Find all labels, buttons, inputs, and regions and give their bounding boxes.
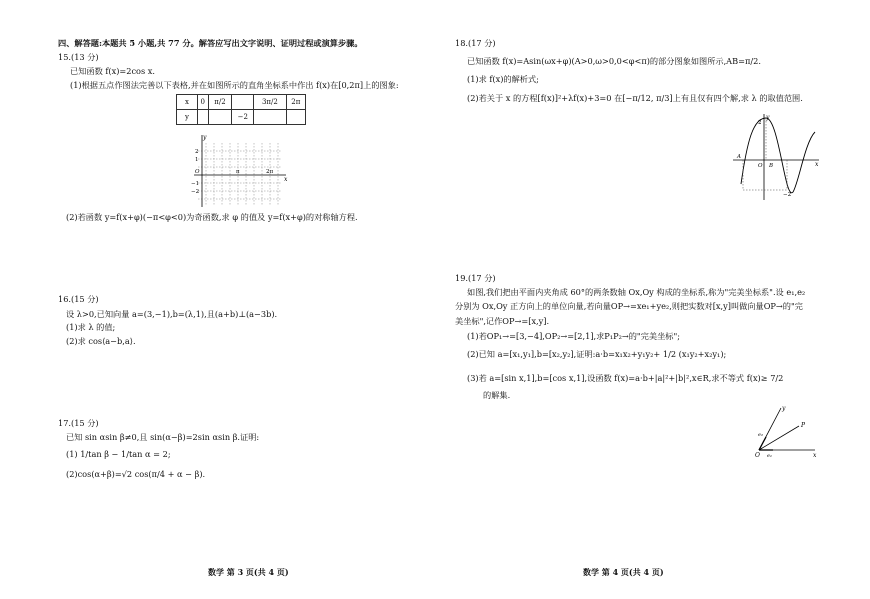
table-cell	[198, 110, 209, 125]
figure-x-label: x	[813, 452, 817, 459]
grid-tick: −2	[191, 189, 200, 195]
sine-graph	[733, 112, 821, 202]
figure-y-label: y	[782, 405, 786, 412]
grid-tick: −1	[191, 181, 200, 187]
grid-x-label: x	[284, 176, 288, 183]
q16-part2: (2)求 cos⟨a−b,a⟩.	[66, 336, 136, 346]
table-cell: 2π	[286, 95, 305, 110]
q15-part2: (2)若函数 y=f(x+φ)(−π<φ<0)为奇函数,求 φ 的值及 y=f(x+φ)的对称轴方程.	[66, 212, 358, 222]
q19-part1: (1)若OP₁→=[3,−4],OP₂→=[2,1],求P₁P₂→的"完美坐标";	[467, 331, 680, 341]
graph-origin: O	[758, 163, 763, 169]
q19-part3a: (3)若 a=[sin x,1],b=[cos x,1],设函数 f(x)=a·b+|a|²+|b|²,x∈R,求不等式 f(x)≥ 7/2	[467, 373, 784, 383]
figure-o-label: O	[755, 452, 760, 459]
graph-x-label: x	[815, 161, 819, 168]
q17-part2: (2)cos(α+β)=√2 cos(π/4 + α − β).	[66, 469, 206, 479]
q18-part2: (2)若关于 x 的方程[f(x)]²+λf(x)+3=0 在[−π/12, π/3]上有且仅有四个解,求 λ 的取值范围.	[467, 93, 803, 103]
table-cell	[232, 95, 254, 110]
q19-part3b: 的解集.	[483, 390, 511, 400]
q19-line2: 分别为 Ox,Oy 正方向上的单位向量,若向量OP→=xe₁+ye₂,则把实数对[x,y]叫做向量OP→的"完	[455, 301, 803, 311]
figure-e2-label: e₂	[758, 432, 763, 438]
table-cell: 0	[198, 95, 209, 110]
q17-part1: (1) 1/tan β − 1/tan α = 2;	[66, 449, 171, 459]
q15-part1: (1)根据五点作图法完善以下表格,并在如图所示的直角坐标系中作出 f(x)在[0,2π]上的图象:	[70, 80, 399, 90]
q15-title: 15.(13 分)	[58, 52, 99, 62]
q17-given: 已知 sin αsin β≠0,且 sin(α−β)=2sin αsin β.证明:	[66, 432, 260, 442]
table-cell: y	[177, 110, 198, 125]
q19-title: 19.(17 分)	[455, 273, 496, 283]
table-row-y	[177, 110, 306, 125]
grid-tick: 1	[195, 157, 199, 163]
section-heading: 四、解答题:本题共 5 小题,共 77 分。解答应写出文字说明、证明过程或演算步骤。	[58, 38, 363, 48]
figure-e1-label: e₁	[767, 453, 772, 459]
table-cell	[254, 110, 286, 125]
graph-y-label: y	[766, 114, 770, 121]
graph-point-b: B	[769, 163, 774, 169]
q15-given: 已知函数 f(x)=2cos x.	[70, 66, 155, 76]
table-cell: x	[177, 95, 198, 110]
page-4	[435, 0, 870, 599]
table-cell	[208, 110, 232, 125]
q16-given: 设 λ>0,已知向量 a=(3,−1),b=(λ,1),且(a+b)⊥(a−3b).	[66, 309, 278, 319]
value-table	[176, 94, 306, 125]
grid-tick: O	[195, 169, 200, 175]
q17-title: 17.(15 分)	[58, 418, 99, 428]
table-cell: −2	[232, 110, 254, 125]
grid-tick: 2π	[266, 169, 274, 175]
table-cell: 3π/2	[254, 95, 286, 110]
page-footer: 数学 第 4 页(共 4 页)	[583, 567, 664, 577]
q18-given: 已知函数 f(x)=Asin(ωx+φ)(A>0,ω>0,0<φ<π)的部分图象如图所示,AB=π/2.	[467, 56, 761, 66]
q16-part1: (1)求 λ 的值;	[66, 322, 116, 332]
sine-curve	[741, 118, 815, 193]
q18-title: 18.(17 分)	[455, 38, 496, 48]
graph-bottom-label: −2	[783, 192, 792, 198]
q18-part1: (1)求 f(x)的解析式;	[467, 74, 539, 84]
table-cell: π/2	[208, 95, 232, 110]
graph-point-a: A	[737, 154, 741, 160]
q19-line3: 美坐标",记作OP→=[x,y].	[455, 316, 550, 326]
table-cell	[286, 110, 305, 125]
table-row-x	[177, 95, 306, 110]
q16-title: 16.(15 分)	[58, 294, 99, 304]
q19-part2: (2)已知 a=[x₁,y₁],b=[x₂,y₂],证明:a·b=x₁x₂+y₁y₂+ 1/2 (x₁y₂+x₂y₁);	[467, 349, 727, 359]
coordinate-grid	[190, 133, 290, 213]
oblique-axes-figure	[755, 402, 819, 458]
q19-line1: 如图,我们把由平面内夹角成 60°的两条数轴 Ox,Oy 构成的坐标系,称为"完美坐标系".设 e₁,e₂	[467, 287, 806, 297]
figure-p-label: P	[801, 422, 806, 429]
grid-y-label: y	[203, 134, 207, 141]
graph-top-label: 2	[758, 120, 762, 126]
page-footer: 数学 第 3 页(共 4 页)	[208, 567, 289, 577]
grid-tick: 2	[195, 149, 199, 155]
grid-tick: π	[236, 169, 240, 175]
